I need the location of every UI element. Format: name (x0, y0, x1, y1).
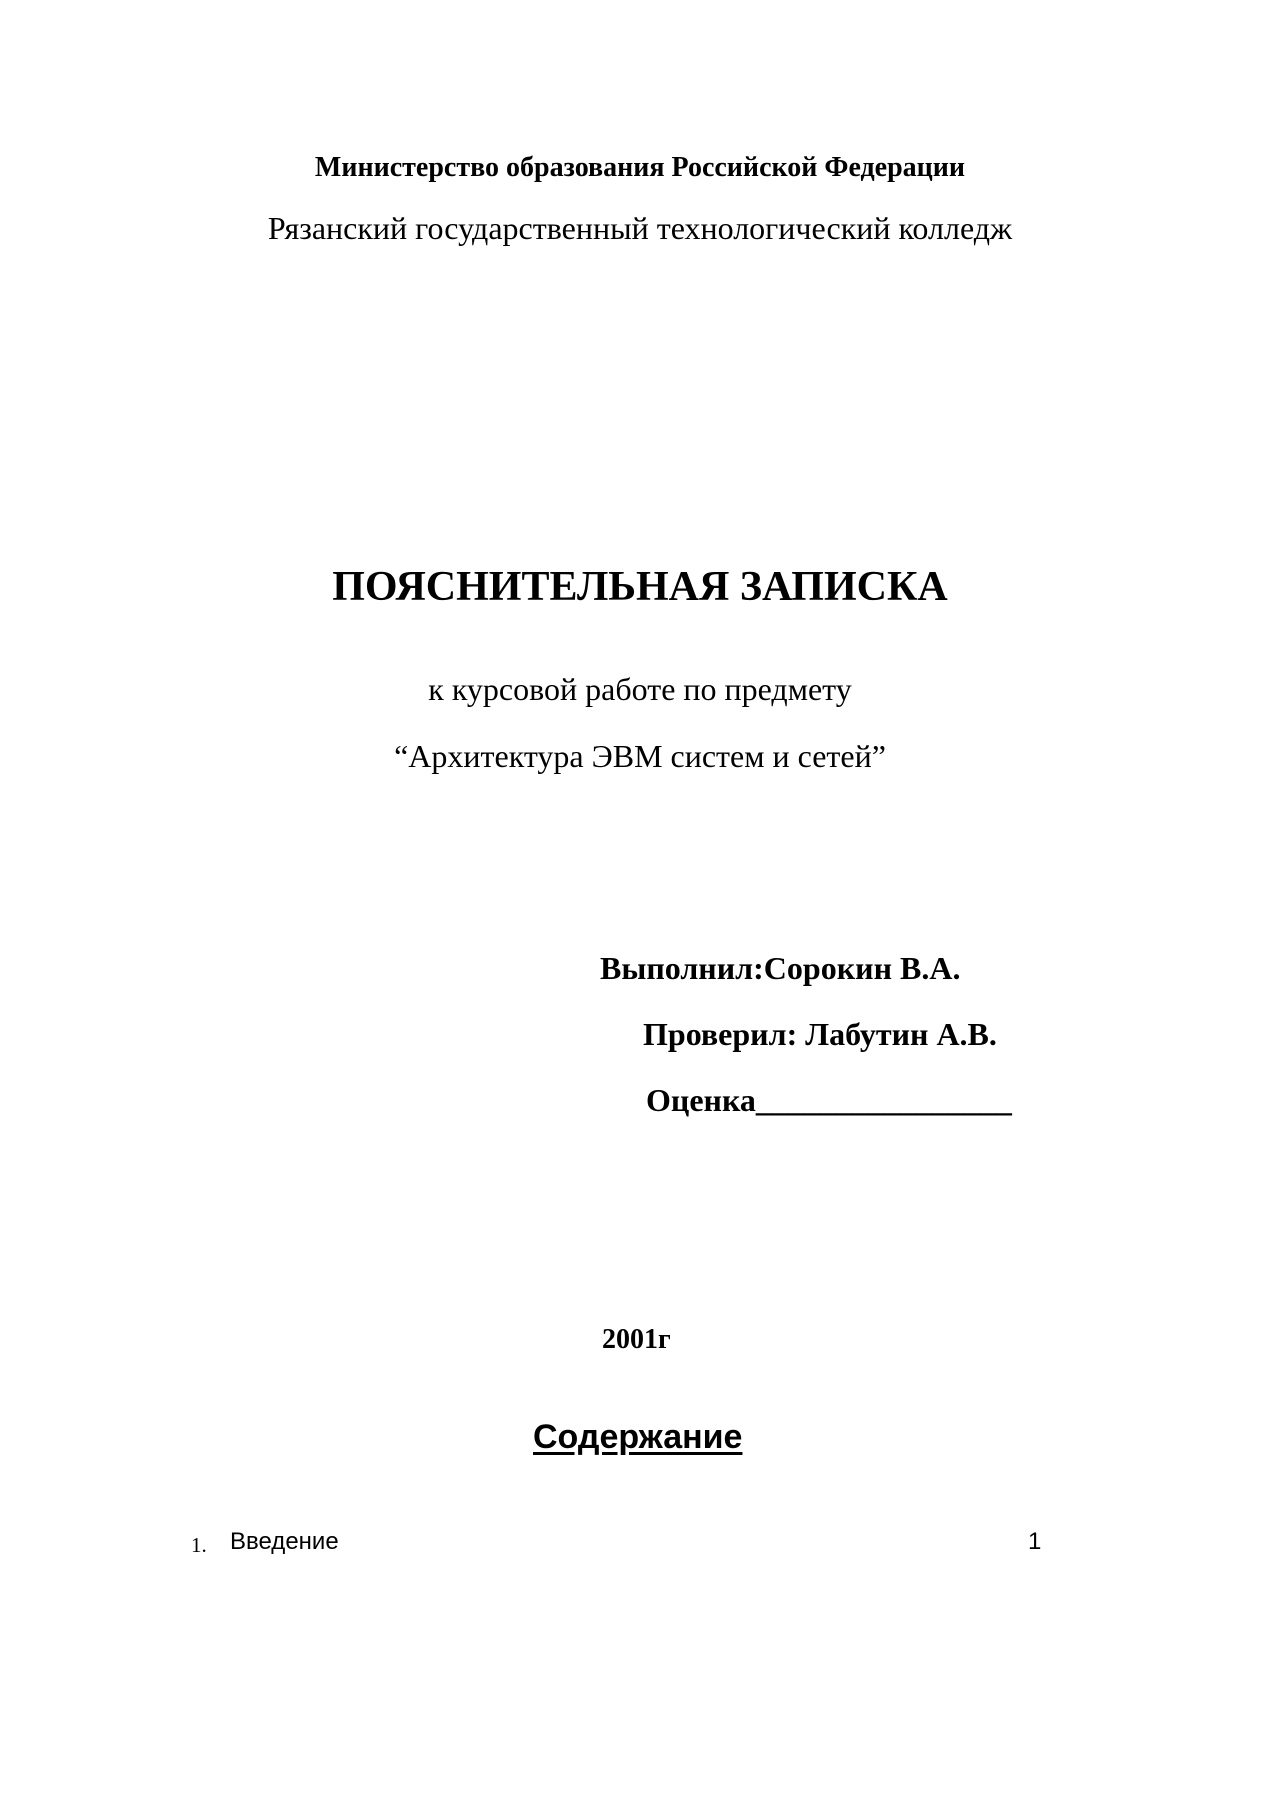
contents-heading: Содержание (533, 1418, 743, 1456)
performed-by: Выполнил:Сорокин В.А. (600, 950, 961, 986)
year: 2001г (602, 1324, 671, 1355)
contents-item-label: Введение (230, 1528, 339, 1555)
ministry-name: Министерство образования Российской Федерации (314, 152, 966, 183)
grade-line: Оценка________________ (646, 1082, 1012, 1118)
subject-name: “Архитектура ЭВМ систем и сетей” (394, 738, 886, 774)
document-title: ПОЯСНИТЕЛЬНАЯ ЗАПИСКА (332, 564, 948, 610)
checked-by: Проверил: Лабутин А.В. (643, 1016, 997, 1052)
contents-item-page: 1 (1028, 1528, 1042, 1555)
contents-item-number: 1. (191, 1533, 207, 1557)
document-subtitle: к курсовой работе по предмету (428, 671, 852, 707)
college-name: Рязанский государственный технологический колледж (267, 210, 1013, 246)
